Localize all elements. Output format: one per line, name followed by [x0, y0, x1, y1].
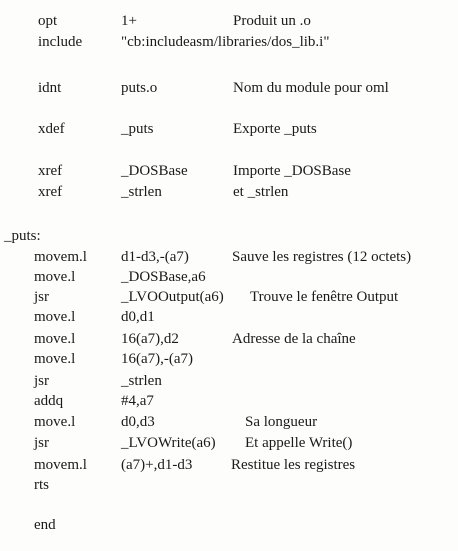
comment: et _strlen [233, 184, 289, 200]
comment: Importe _DOSBase [233, 163, 351, 179]
opcode: xref [38, 163, 63, 179]
operand: _LVOWrite(a6) [121, 435, 216, 451]
opcode: move.l [34, 351, 76, 367]
operand: _DOSBase [121, 163, 188, 179]
opcode: idnt [38, 80, 62, 96]
operand: #4,a7 [121, 393, 154, 409]
opcode: move.l [34, 414, 76, 430]
opcode: jsr [34, 289, 49, 305]
opcode: move.l [34, 309, 76, 325]
opcode: movem.l [34, 457, 87, 473]
comment: Adresse de la chaîne [232, 331, 356, 347]
opcode: include [38, 34, 83, 50]
operand: _puts [121, 121, 154, 137]
opcode: jsr [34, 435, 49, 451]
opcode: addq [34, 393, 64, 409]
operand: d0,d3 [121, 414, 155, 430]
opcode: xref [38, 184, 63, 200]
opcode: jsr [34, 373, 49, 389]
label: _puts: [4, 228, 41, 244]
operand: 16(a7),d2 [121, 331, 179, 347]
opcode: end [34, 517, 56, 533]
comment: Nom du module pour oml [233, 80, 389, 96]
operand: d0,d1 [121, 309, 155, 325]
operand: _strlen [121, 373, 162, 389]
operand: 1+ [121, 13, 137, 29]
opcode: move.l [34, 331, 76, 347]
comment: Produit un .o [233, 13, 311, 29]
comment: Exporte _puts [233, 121, 317, 137]
comment: Restitue les registres [231, 457, 356, 473]
comment: Sa longueur [245, 414, 318, 430]
comment: Trouve le fenêtre Output [250, 289, 399, 305]
opcode: rts [34, 477, 49, 493]
comment: Et appelle Write() [245, 435, 353, 451]
operand: _strlen [121, 184, 162, 200]
operand: (a7)+,d1-d3 [121, 457, 193, 473]
operand: _LVOOutput(a6) [121, 289, 224, 305]
opcode: move.l [34, 269, 76, 285]
comment: Sauve les registres (12 octets) [232, 249, 412, 265]
operand: "cb:includeasm/libraries/dos_lib.i" [121, 34, 330, 50]
opcode: opt [38, 13, 58, 29]
operand: d1-d3,-(a7) [121, 249, 189, 265]
opcode: movem.l [34, 249, 87, 265]
operand: _DOSBase,a6 [121, 269, 206, 285]
operand: puts.o [121, 80, 158, 96]
operand: 16(a7),-(a7) [121, 351, 194, 367]
opcode: xdef [38, 121, 65, 137]
